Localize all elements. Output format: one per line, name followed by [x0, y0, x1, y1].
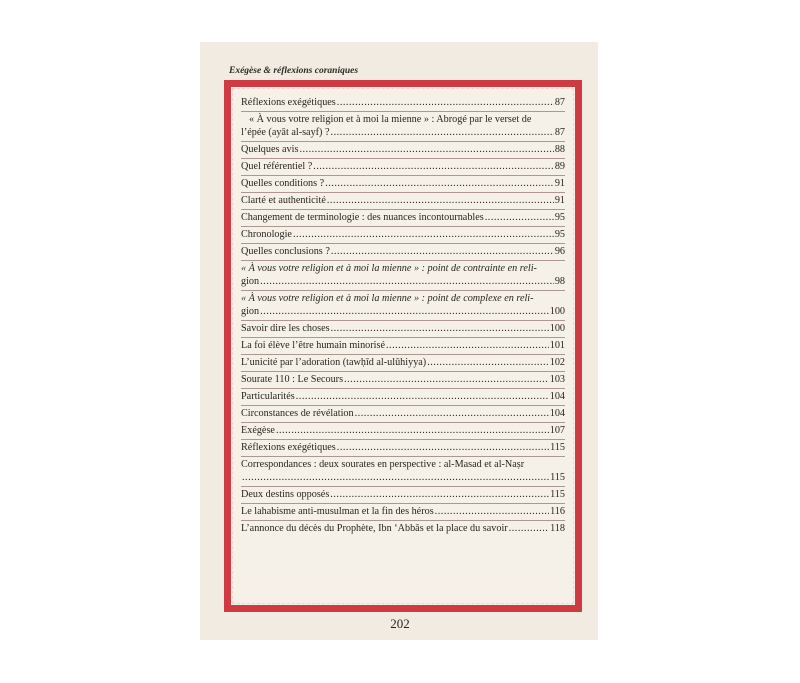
- entry-title: l’épée (ayāt al-sayf) ?: [241, 127, 330, 138]
- entry-title: gion: [241, 306, 260, 317]
- ornamental-border: [224, 80, 582, 612]
- entry-page: 98: [554, 276, 565, 287]
- table-of-contents: [241, 95, 565, 537]
- entry-title: La foi élève l’être humain minorisé: [241, 340, 385, 351]
- entry-page: 104: [549, 408, 565, 419]
- entry-title: gion: [241, 276, 260, 287]
- toc-entry: [241, 457, 565, 487]
- entry-title: Quel référentiel ?: [241, 161, 313, 172]
- dot-leader: [331, 245, 554, 258]
- entry-first-line: « À vous votre religion et à moi la mienne » : Abrogé par le verset de: [249, 114, 532, 125]
- toc-entry: [241, 227, 565, 244]
- toc-entry: [241, 355, 565, 372]
- dot-leader: [260, 305, 549, 318]
- toc-entry: [241, 244, 565, 261]
- dot-leader: [344, 373, 549, 386]
- entry-title: L’annonce du décès du Prophète, Ibn ‘Abbās et la place du savoir: [241, 523, 508, 534]
- entry-page: 89: [554, 161, 565, 172]
- toc-entry: [241, 440, 565, 457]
- entry-page: 115: [550, 472, 565, 483]
- entry-title: Particularités: [241, 391, 295, 402]
- entry-title: Clarté et authenticité: [241, 195, 326, 206]
- dot-leader: [427, 356, 549, 369]
- entry-page: 102: [549, 357, 565, 368]
- entry-page: 100: [549, 306, 565, 317]
- dot-leader: [327, 194, 554, 207]
- entry-page: 103: [549, 374, 565, 385]
- entry-title: Le lahabisme anti-musulman et la fin des héros: [241, 506, 434, 517]
- dot-leader: [313, 160, 554, 173]
- toc-entry: [241, 406, 565, 423]
- entry-title: Changement de terminologie : des nuances incontournables: [241, 212, 484, 223]
- dot-leader: [260, 275, 554, 288]
- entry-title: Chronologie: [241, 229, 292, 240]
- entry-page: 95: [554, 212, 565, 223]
- toc-entry: [241, 95, 565, 112]
- entry-page: 87: [554, 97, 565, 108]
- toc-entry: [241, 321, 565, 338]
- entry-page: 115: [550, 442, 565, 453]
- dot-leader: [331, 126, 554, 139]
- toc-entry: [241, 291, 565, 321]
- dot-leader: [337, 96, 554, 109]
- dot-leader: [386, 339, 549, 352]
- dot-leader: [509, 522, 549, 535]
- toc-entry: [241, 142, 565, 159]
- dot-leader: [293, 228, 554, 241]
- toc-entry: [241, 193, 565, 210]
- dot-leader: [325, 177, 554, 190]
- toc-entry: [241, 338, 565, 355]
- entry-title: Quelques avis: [241, 144, 299, 155]
- entry-page: 96: [554, 246, 565, 257]
- entry-page: 116: [550, 506, 565, 517]
- toc-entry: [241, 176, 565, 193]
- toc-entry: [241, 210, 565, 227]
- entry-page: 104: [549, 391, 565, 402]
- dot-leader: [276, 424, 549, 437]
- page-number: 202: [390, 616, 410, 631]
- entry-title: Réflexions exégétiques: [241, 97, 336, 108]
- toc-entry: [241, 521, 565, 537]
- entry-title: Exégèse: [241, 425, 275, 436]
- entry-page: 118: [550, 523, 565, 534]
- dot-leader: [435, 505, 549, 518]
- entry-title: Circonstances de révélation: [241, 408, 354, 419]
- dot-leader: [337, 441, 549, 454]
- entry-page: 100: [549, 323, 565, 334]
- entry-title: Quelles conclusions ?: [241, 246, 330, 257]
- toc-entry: [241, 423, 565, 440]
- entry-first-line: « À vous votre religion et à moi la mienne » : point de contrainte en reli-: [241, 263, 537, 274]
- entry-page: 101: [549, 340, 565, 351]
- entry-page: 95: [554, 229, 565, 240]
- entry-page: 91: [554, 178, 565, 189]
- toc-entry: [241, 112, 565, 142]
- entry-title: Quelles conditions ?: [241, 178, 325, 189]
- entry-page: 107: [549, 425, 565, 436]
- toc-entry: [241, 504, 565, 521]
- entry-title: L’unicité par l’adoration (tawḥīd al-ulūhiyya): [241, 357, 427, 368]
- running-head: Exégèse & réflexions coraniques: [229, 66, 359, 76]
- toc-entry: [241, 261, 565, 291]
- dot-leader: [299, 143, 553, 156]
- toc-entry: [241, 389, 565, 406]
- dot-leader: [296, 390, 549, 403]
- toc-entry: [241, 487, 565, 504]
- entry-page: 91: [554, 195, 565, 206]
- entry-first-line: Correspondances : deux sourates en perspective : al-Masad et al-Naṣr: [241, 459, 525, 470]
- entry-first-line: « À vous votre religion et à moi la mienne » : point de complexe en reli-: [241, 293, 534, 304]
- dot-leader: [331, 322, 549, 335]
- dot-leader: [355, 407, 549, 420]
- entry-page: 115: [550, 489, 565, 500]
- toc-entry: [241, 159, 565, 176]
- entry-title: Savoir dire les choses: [241, 323, 330, 334]
- toc-entry: [241, 372, 565, 389]
- entry-page: 88: [554, 144, 565, 155]
- entry-title: Sourate 110 : Le Secours: [241, 374, 344, 385]
- entry-title: Deux destins opposés: [241, 489, 330, 500]
- entry-page: 87: [554, 127, 565, 138]
- dot-leader: [330, 488, 549, 501]
- entry-title: Réflexions exégétiques: [241, 442, 336, 453]
- dot-leader: [242, 471, 549, 484]
- dot-leader: [485, 211, 554, 224]
